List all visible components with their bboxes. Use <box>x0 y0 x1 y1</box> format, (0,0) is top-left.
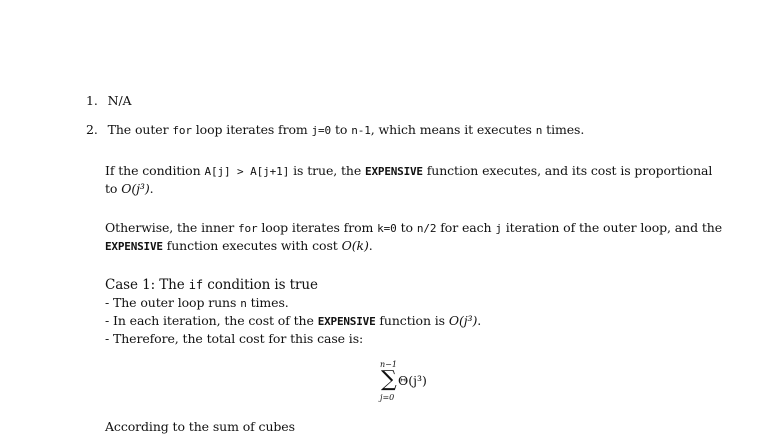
sum-sign: ∑ <box>381 367 397 392</box>
list-item-2 <box>86 122 584 139</box>
item-2-text: The outer for loop iterates from j=0 to n-1, which means it executes n times. <box>107 122 585 137</box>
sum-lower-limit: j=0 <box>380 393 395 402</box>
sum-upper-limit: n−1 <box>380 360 397 369</box>
case-1-heading: Case 1: The if condition is true <box>105 277 318 293</box>
item-1-number: 1. <box>86 93 98 108</box>
paragraph-condition-line-1: If the condition A[j] > A[j+1] is true, the EXPENSIVE function executes, and its cost is proportional <box>105 163 713 178</box>
case-1-bullet-3: - Therefore, the total cost for this case is: <box>105 331 364 346</box>
item-1-text: N/A <box>107 93 132 108</box>
case-1-bullet-2: - In each iteration, the cost of the EXPENSIVE function is O(j³). <box>105 313 482 328</box>
case-1-bullet-1: - The outer loop runs n times. <box>105 295 289 310</box>
paragraph-condition-line-2: to O(j³). <box>105 181 154 196</box>
summation-formula <box>372 360 452 410</box>
closing-text: According to the sum of cubes <box>105 419 295 434</box>
sum-body: Θ(j³) <box>398 373 427 388</box>
paragraph-otherwise-line-2: EXPENSIVE function executes with cost O(k). <box>105 238 373 253</box>
list-item-1 <box>86 93 132 109</box>
paragraph-otherwise-line-1: Otherwise, the inner for loop iterates from k=0 to n/2 for each j iteration of the outer loop, and the <box>105 220 723 235</box>
item-2-number: 2. <box>86 122 98 137</box>
